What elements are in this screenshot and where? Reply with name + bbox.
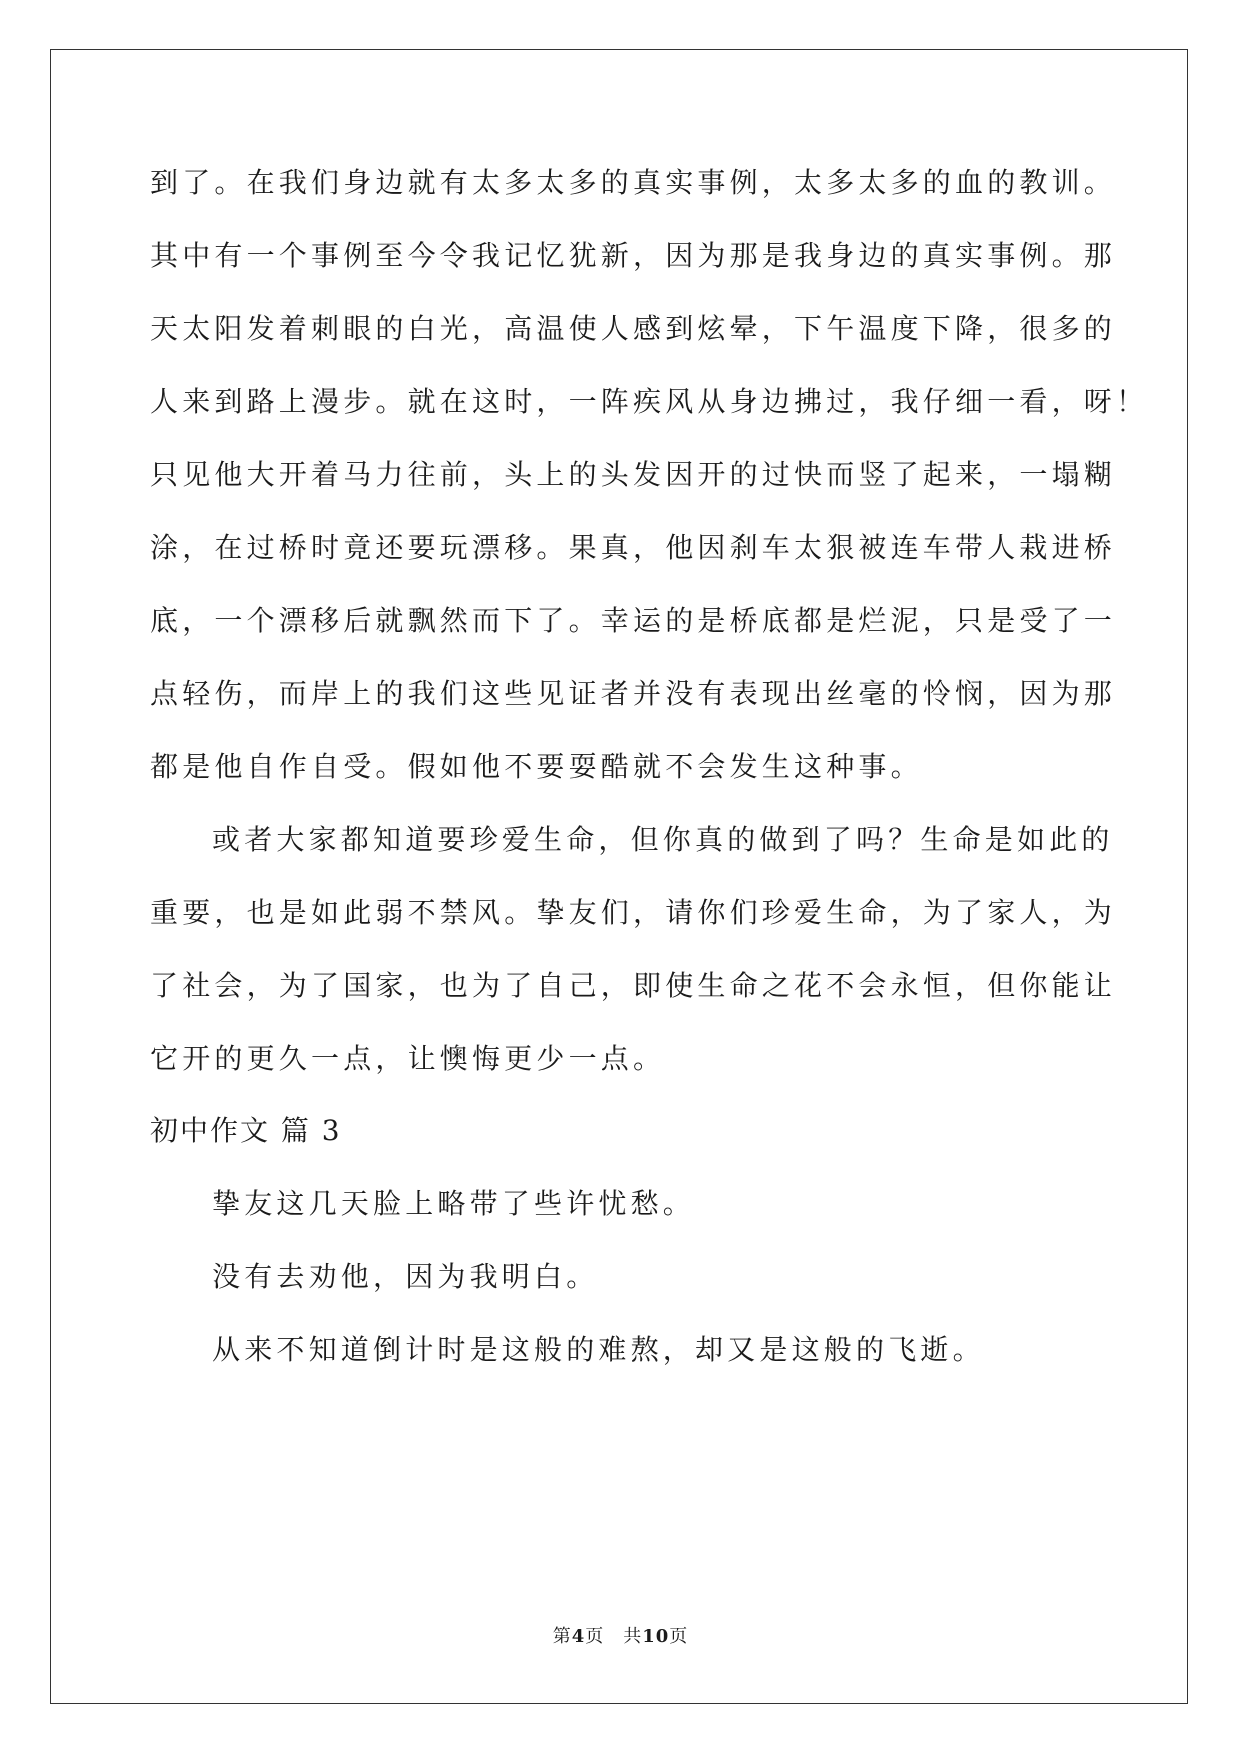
- footer-suffix: 页: [669, 1626, 689, 1647]
- paragraph-line: 天太阳发着刺眼的白光，高温使人感到炫晕，下午温度下降，很多的: [150, 312, 1117, 345]
- footer-prefix: 第: [552, 1626, 572, 1647]
- current-page-number: 4: [571, 1626, 586, 1647]
- paragraph-line: 或者大家都知道要珍爱生命，但你真的做到了吗？生命是如此的: [212, 823, 1114, 856]
- paragraph-line: 底，一个漂移后就飘然而下了。幸运的是桥底都是烂泥，只是受了一: [150, 604, 1117, 637]
- paragraph-line: 到了。在我们身边就有太多太多的真实事例，太多太多的血的教训。: [150, 166, 1117, 199]
- paragraph-line: 重要，也是如此弱不禁风。挚友们，请你们珍爱生命，为了家人，为: [150, 896, 1117, 929]
- section-heading: 初中作文 篇 3: [150, 1114, 342, 1147]
- paragraph-line: 只见他大开着马力往前，头上的头发因开的过快而竖了起来，一塌糊: [150, 458, 1117, 491]
- paragraph-line: 没有去劝他，因为我明白。: [212, 1260, 599, 1293]
- paragraph-line: 都是他自作自受。假如他不要耍酷就不会发生这种事。: [150, 750, 923, 783]
- paragraph-line: 了社会，为了国家，也为了自己，即使生命之花不会永恒，但你能让: [150, 969, 1117, 1002]
- paragraph-line: 从来不知道倒计时是这般的难熬，却又是这般的飞逝。: [212, 1333, 985, 1366]
- paragraph-line: 点轻伤，而岸上的我们这些见证者并没有表现出丝毫的怜悯，因为那: [150, 677, 1117, 710]
- paragraph-line: 其中有一个事例至今令我记忆犹新，因为那是我身边的真实事例。那: [150, 239, 1117, 272]
- page-footer: [0, 1625, 1241, 1649]
- paragraph-line: 人来到路上漫步。就在这时，一阵疾风从身边拂过，我仔细一看，呀！: [150, 385, 1149, 418]
- total-page-count: 10: [642, 1626, 670, 1647]
- footer-mid: 页 共: [585, 1626, 643, 1647]
- paragraph-line: 涂，在过桥时竟还要玩漂移。果真，他因刹车太狠被连车带人栽进桥: [150, 531, 1117, 564]
- paragraph-line: 它开的更久一点，让懊悔更少一点。: [150, 1042, 666, 1075]
- page-border: [50, 49, 1188, 1704]
- paragraph-line: 挚友这几天脸上略带了些许忧愁。: [212, 1187, 696, 1220]
